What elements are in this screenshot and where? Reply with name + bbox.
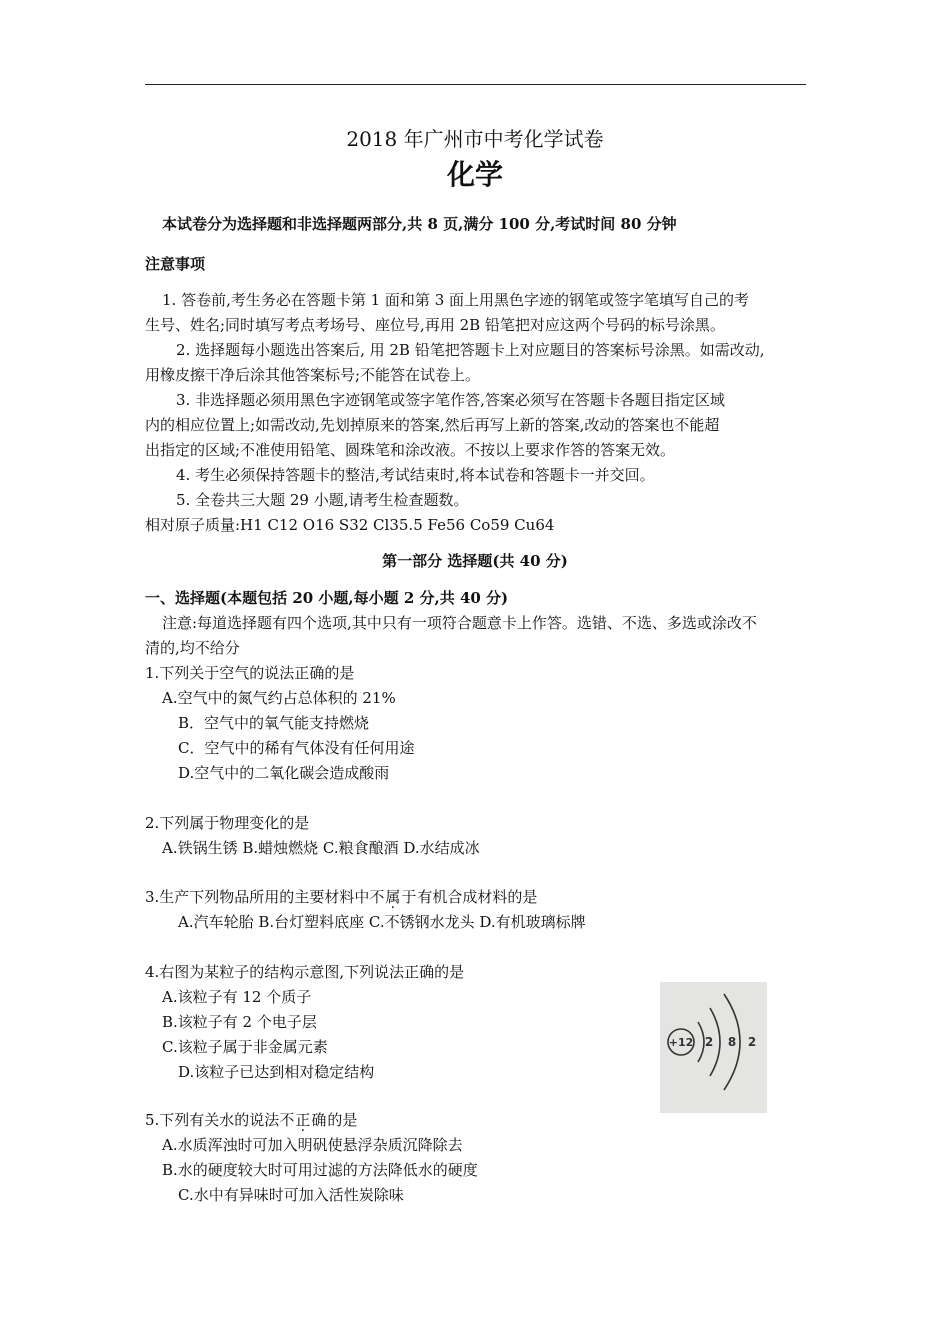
question-stem: 4.右图为某粒子的结构示意图,下列说法正确的是 [145, 963, 465, 981]
question-stem [145, 1110, 357, 1130]
option: D.该粒子已达到相对稳定结构 [178, 1063, 375, 1081]
stem-text: 3.生产下列物品所用的主要材料中 [145, 888, 370, 906]
notice-line: 2. 选择题每小题选出答案后, 用 2B 铅笔把答题卡上对应题目的答案标号涂黑。如需改动, [176, 341, 765, 359]
shell-electrons-1: 2 [704, 1035, 714, 1049]
option: A.水质浑浊时可加入明矾使悬浮杂质沉降除去 [162, 1136, 463, 1154]
shell-electrons-3: 2 [747, 1035, 757, 1049]
option: C．空气中的稀有气体没有任何用途 [178, 739, 415, 757]
notice-line: 4. 考生必须保持答题卡的整洁,考试结束时,将本试卷和答题卡一并交回。 [176, 466, 655, 484]
option: B.该粒子有 2 个电子层 [162, 1013, 317, 1031]
atom-structure-figure [660, 982, 767, 1113]
stem-text: 5.下列有关水的说法 [145, 1111, 280, 1129]
question-stem [145, 887, 537, 907]
question-stem: 1.下列关于空气的说法正确的是 [145, 664, 355, 682]
notice-line: 生号、姓名;同时填写考点考场号、座位号,再用 2B 铅笔把对应这两个号码的标号涂黑。 [145, 316, 725, 334]
notice-line: 用橡皮擦干净后涂其他答案标号;不能答在试卷上。 [145, 366, 481, 384]
option: A.空气中的氮气约占总体积的 21% [162, 689, 396, 707]
emphasis-text: 不属于 [369, 888, 418, 906]
notice-line: 5. 全卷共三大题 29 小题,请考生检查题数。 [176, 491, 469, 509]
atom-structure-diagram [660, 982, 767, 1113]
options-row: A.汽车轮胎 B.台灯塑料底座 C.不锈钢水龙头 D.有机玻璃标牌 [178, 913, 586, 931]
section-heading: 一、选择题(本题包括 20 小题,每小题 2 分,共 40 分) [145, 589, 509, 607]
notice-line: 出指定的区域;不准使用铅笔、圆珠笔和涂改液。不按以上要求作答的答案无效。 [145, 441, 676, 459]
shell-arc-1 [698, 1022, 704, 1062]
section-note: 清的,均不给分 [145, 639, 240, 657]
part-heading: 第一部分 选择题(共 40 分) [382, 552, 568, 570]
stem-text: 有机合成材料的是 [417, 888, 538, 906]
notice-line: 1. 答卷前,考生务必在答题卡第 1 面和第 3 面上用黑色字迹的钢笔或签字笔填写自己的考 [162, 291, 750, 309]
options-row: A.铁锅生锈 B.蜡烛燃烧 C.粮食酿酒 D.水结成冰 [162, 839, 480, 857]
section-note: 注意:每道选择题有四个选项,其中只有一项符合题意卡上作答。选错、不选、多选或涂改不 [162, 614, 757, 632]
stem-text: 的是 [327, 1111, 358, 1129]
option: A.该粒子有 12 个质子 [162, 988, 312, 1006]
notice-line: 内的相应位置上;如需改动,先划掉原来的答案,然后再写上新的答案,改动的答案也不能超 [145, 416, 720, 434]
subject-title: 化学 [446, 158, 503, 191]
option: B．空气中的氧气能支持燃烧 [178, 714, 370, 732]
exam-title: 2018 年广州市中考化学试卷 [346, 127, 604, 151]
option: B.水的硬度较大时可用过滤的方法降低水的硬度 [162, 1161, 478, 1179]
option: C.水中有异味时可加入活性炭除味 [178, 1186, 404, 1204]
exam-intro: 本试卷分为选择题和非选择题两部分,共 8 页,满分 100 分,考试时间 80 分钟 [162, 215, 677, 233]
shell-electrons-2: 8 [727, 1035, 737, 1049]
question-stem: 2.下列属于物理变化的是 [145, 814, 310, 832]
nucleus-charge: +12 [668, 1036, 694, 1049]
option: C.该粒子属于非金属元素 [162, 1038, 328, 1056]
atomic-masses: 相对原子质量:H1 C12 O16 S32 Cl35.5 Fe56 Co59 Cu64 [145, 516, 555, 534]
option: D.空气中的二氧化碳会造成酸雨 [178, 764, 390, 782]
emphasis-text: 不正确 [279, 1111, 328, 1129]
notice-heading: 注意事项 [145, 255, 206, 273]
top-rule [145, 84, 806, 85]
notice-line: 3. 非选择题必须用黑色字迹钢笔或签字笔作答,答案必须写在答题卡各题目指定区域 [176, 391, 725, 409]
